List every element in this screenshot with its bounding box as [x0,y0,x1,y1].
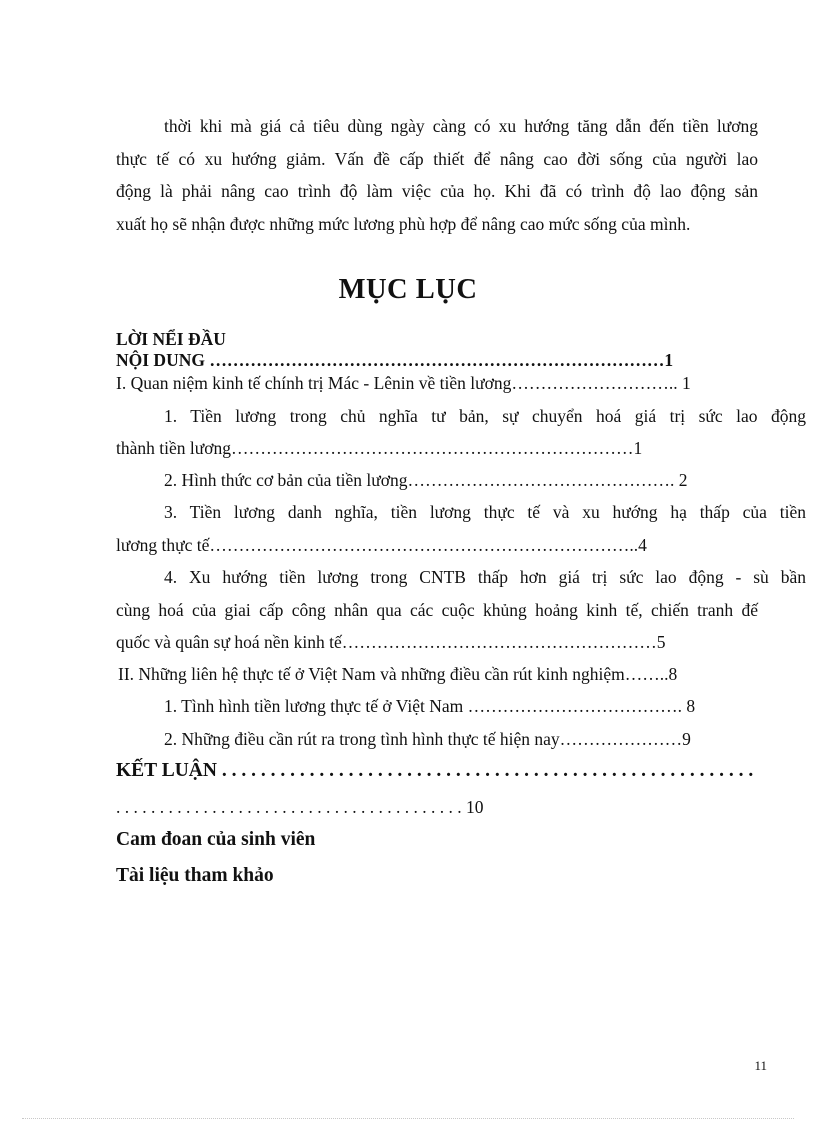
toc-item-2-1: 1. Tình hình tiền lương thực tế ở Việt Nam ………………………………. 8 [164,696,696,716]
intro-line-4: xuất họ sẽ nhận được những mức lương phù hợp để nâng cao mức sống của mình. [116,213,691,234]
page-number: 11 [754,1058,767,1073]
toc-title: MỤC LỤC [338,274,478,305]
toc-loi-noi-dau: LỜI NỂI ĐẦU [116,329,226,349]
toc-item-1-3a: 3. Tiền lương danh nghĩa, tiền lương thực tế và xu hướng hạ thấp của tiền [164,502,806,522]
toc-item-2-2: 2. Những điều cần rút ra trong tình hình thực tế hiện nay…………………9 [164,729,691,749]
toc-ket-luan-cont: . . . . . . . . . . . . . . . . . . . . . . . . . . . . . . . . . . . . . . . . 10 [116,797,484,817]
toc-part-2: II. Những liên hệ thực tế ở Việt Nam và những điều cần rút kinh nghiệm……..8 [118,664,678,684]
toc-item-1-2: 2. Hình thức cơ bản của tiền lương………………………………………. 2 [164,470,688,490]
intro-line-1: thời khi mà giá cả tiêu dùng ngày càng có xu hướng tăng dẫn đến tiền lương [164,116,758,136]
toc-ket-luan: KẾT LUẬN . . . . . . . . . . . . . . . . . . . . . . . . . . . . . . . . . . . . . . . . . . . . . . . . . . . . . . . [116,760,754,781]
intro-line-3: động là phải nâng cao trình độ làm việc của họ. Khi đã có trình độ lao động sản [116,181,758,201]
toc-noi-dung-text: NỘI DUNG ……………………………………………………………………1 [116,350,674,370]
toc-item-1-1b: thành tiền lương……………………………………………………………1 [116,438,643,458]
page-divider [22,1118,794,1119]
toc-item-1-4b: cùng hoá của giai cấp công nhân qua các cuộc khủng hoảng kinh tế, chiến tranh đế [116,600,758,620]
toc-part-1: I. Quan niệm kinh tế chính trị Mác - Lênin về tiền lương……………………….. 1 [116,373,691,393]
toc-item-1-4c: quốc và quân sự hoá nền kinh tế………………………………………………5 [116,632,666,652]
toc-item-1-1a: 1. Tiền lương trong chủ nghĩa tư bản, sự chuyển hoá giá trị sức lao động [164,406,806,426]
toc-item-1-4a: 4. Xu hướng tiền lương trong CNTB thấp hơn giá trị sức lao động - sù bần [164,567,806,587]
toc-tai-lieu: Tài liệu tham khảo [116,865,274,886]
intro-line-2: thực tế có xu hướng giảm. Vấn đề cấp thiết để nâng cao đời sống của người lao [116,148,758,169]
toc-noi-dung [116,349,758,371]
toc-item-1-3b: lương thực tế………………………………………………………………..4 [116,535,647,555]
toc-cam-doan: Cam đoan của sinh viên [116,829,316,850]
intro-paragraph [116,110,758,240]
